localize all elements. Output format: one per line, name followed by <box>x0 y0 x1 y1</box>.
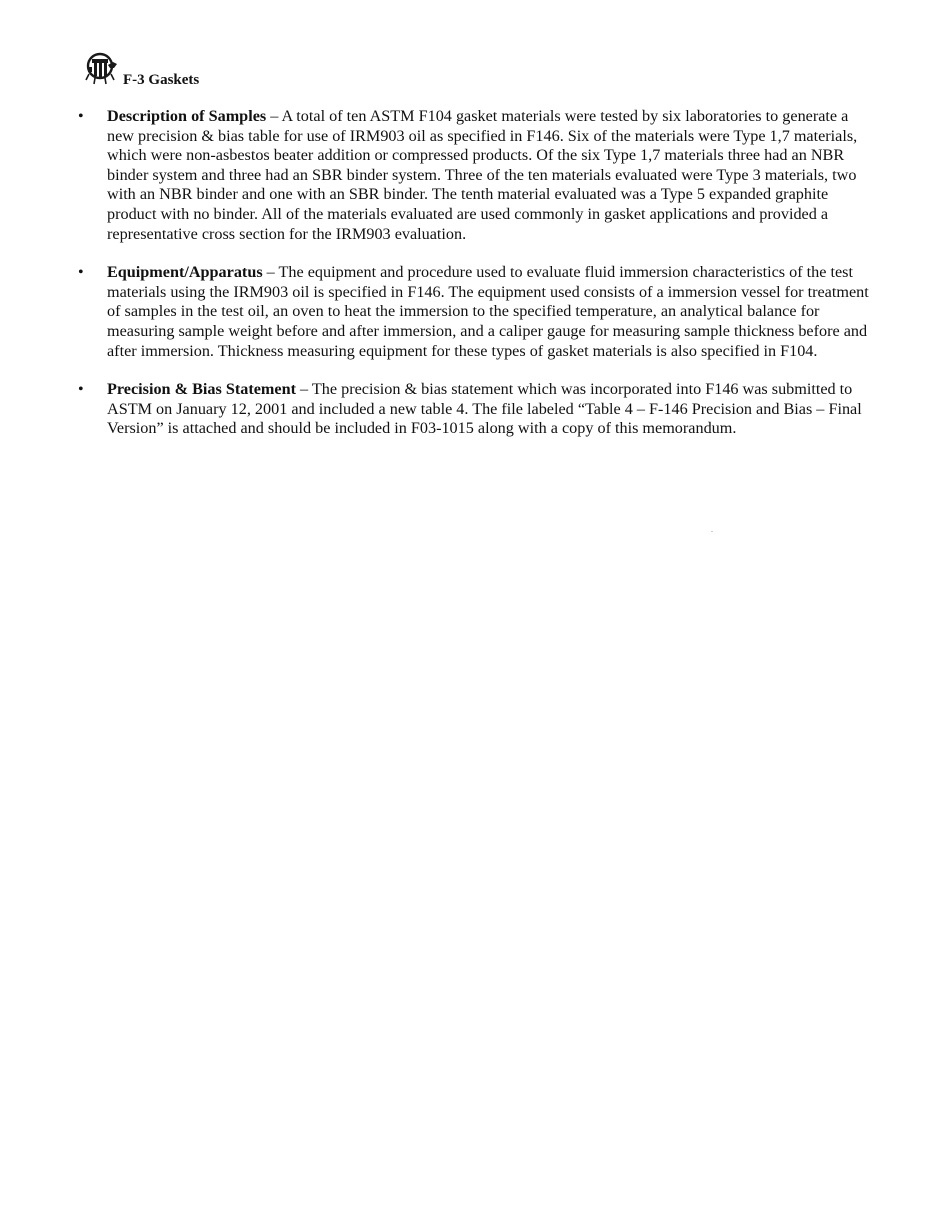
bullet-list <box>78 107 878 458</box>
document-header <box>83 50 383 90</box>
item-separator: – <box>295 380 312 399</box>
item-text: A total of ten ASTM F104 gasket materials were tested by six laboratories to generate a new precision & bias table for use of IRM903 oil as specified in F146. Six of the materials were Type 1,7 materials, which were non-asbestos beater addition or compressed products. Of the six Type 1,7 materials three had an NBR binder system and three had an SBR binder system. Three of the ten materials evaluated were Type 3 materials, two with an NBR binder and one with an SBR binder. The tenth material evaluated was a Type 5 expanded graphite product with no binder. All of the materials evaluated are used commonly in gasket applications and provided a representative cross section for the IRM903 evaluation. <box>107 107 858 243</box>
list-item <box>78 107 878 244</box>
bullet-icon: • <box>78 264 84 282</box>
item-text: The equipment and procedure used to evaluate fluid immersion characteristics of the test materials using the IRM903 oil is specified in F146. The equipment used consists of a immersion vessel for treatment of samples in the test oil, an oven to heat the immersion to the specified temperature, an analytical balance for measuring sample weight before and after immersion, and a caliper gauge for measuring sample thickness before and after immersion. Thickness measuring equipment for these types of gasket materials is also specified in F104. <box>107 263 869 360</box>
item-heading: Equipment/Apparatus <box>107 263 263 282</box>
item-text: The precision & bias statement which was incorporated into F146 was submitted to ASTM on January 12, 2001 and included a new table 4. The file labeled “Table 4 – F-146 Precision and Bias – Final Version” is attached and should be included in F03-1015 along with a copy of this memorandum. <box>107 380 862 438</box>
item-separator: – <box>266 107 282 125</box>
item-separator: – <box>262 263 279 282</box>
list-item <box>78 263 878 361</box>
astm-logo-icon <box>83 50 121 86</box>
scan-speck <box>711 531 713 532</box>
bullet-icon: • <box>78 108 84 125</box>
item-heading: Precision & Bias Statement <box>107 380 296 399</box>
bullet-icon: • <box>78 381 84 399</box>
list-item <box>78 380 878 439</box>
item-heading: Description of Samples <box>107 107 267 125</box>
header-title: F-3 Gaskets <box>123 72 200 88</box>
